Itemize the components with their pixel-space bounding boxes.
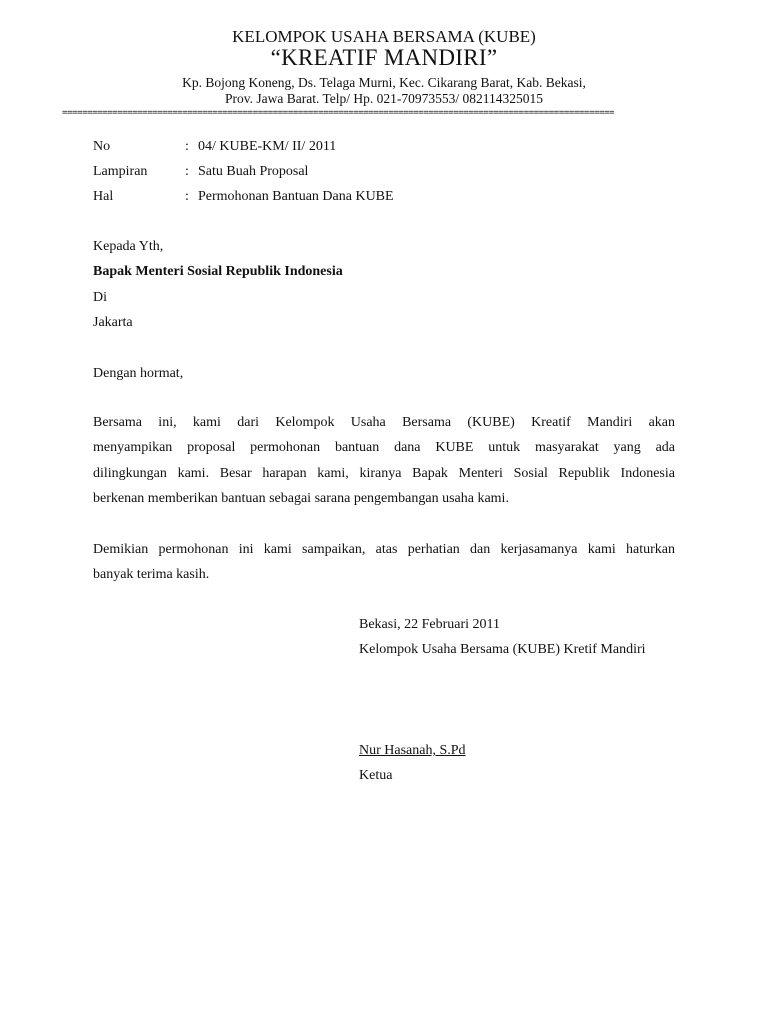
recipient-di: Di	[93, 290, 107, 305]
recipient-city: Jakarta	[93, 315, 133, 330]
meta-value-no: 04/ KUBE-KM/ II/ 2011	[198, 139, 337, 154]
body-paragraph-1-line: Bersama ini, kami dari Kelompok Usaha Bersama (KUBE) Kreatif Mandiri akan	[93, 415, 675, 430]
letterhead-separator: ==============================================================================================================	[62, 108, 615, 118]
recipient-name: Bapak Menteri Sosial Republik Indonesia	[93, 264, 343, 279]
recipient-greeting: Kepada Yth,	[93, 239, 164, 254]
body-paragraph-1-line: menyampikan proposal permohonan bantuan dana KUBE untuk masyarakat yang ada	[93, 440, 675, 455]
meta-value-lampiran: Satu Buah Proposal	[198, 164, 309, 179]
meta-colon: :	[185, 189, 189, 204]
salutation: Dengan hormat,	[93, 366, 184, 381]
signatory-title: Ketua	[359, 768, 393, 783]
body-paragraph-2-line: banyak terima kasih.	[93, 567, 210, 582]
meta-colon: :	[185, 139, 189, 154]
org-name: KELOMPOK USAHA BERSAMA (KUBE)	[232, 27, 536, 46]
address-line-2: Prov. Jawa Barat. Telp/ Hp. 021-70973553/ 082114325015	[224, 91, 544, 106]
signature-org: Kelompok Usaha Bersama (KUBE) Kretif Mandiri	[359, 642, 646, 657]
meta-colon: :	[185, 164, 189, 179]
body-paragraph-1-line: dilingkungan kami. Besar harapan kami, kiranya Bapak Menteri Sosial Republik Indonesia	[93, 466, 675, 481]
meta-label-hal: Hal	[93, 189, 114, 204]
signatory-name: Nur Hasanah, S.Pd	[359, 743, 466, 758]
meta-label-lampiran: Lampiran	[93, 164, 148, 179]
address-line-1: Kp. Bojong Koneng, Ds. Telaga Murni, Kec. Cikarang Barat, Kab. Bekasi,	[182, 75, 586, 90]
body-paragraph-2-line: Demikian permohonan ini kami sampaikan, atas perhatian dan kerjasamanya kami haturkan	[93, 542, 675, 557]
meta-value-hal: Permohonan Bantuan Dana KUBE	[198, 189, 394, 204]
meta-label-no: No	[93, 139, 111, 154]
body-paragraph-1-line: berkenan memberikan bantuan sebagai sarana pengembangan usaha kami.	[93, 491, 509, 506]
org-title: “KREATIF MANDIRI”	[270, 45, 498, 70]
signature-place-date: Bekasi, 22 Februari 2011	[359, 617, 501, 632]
